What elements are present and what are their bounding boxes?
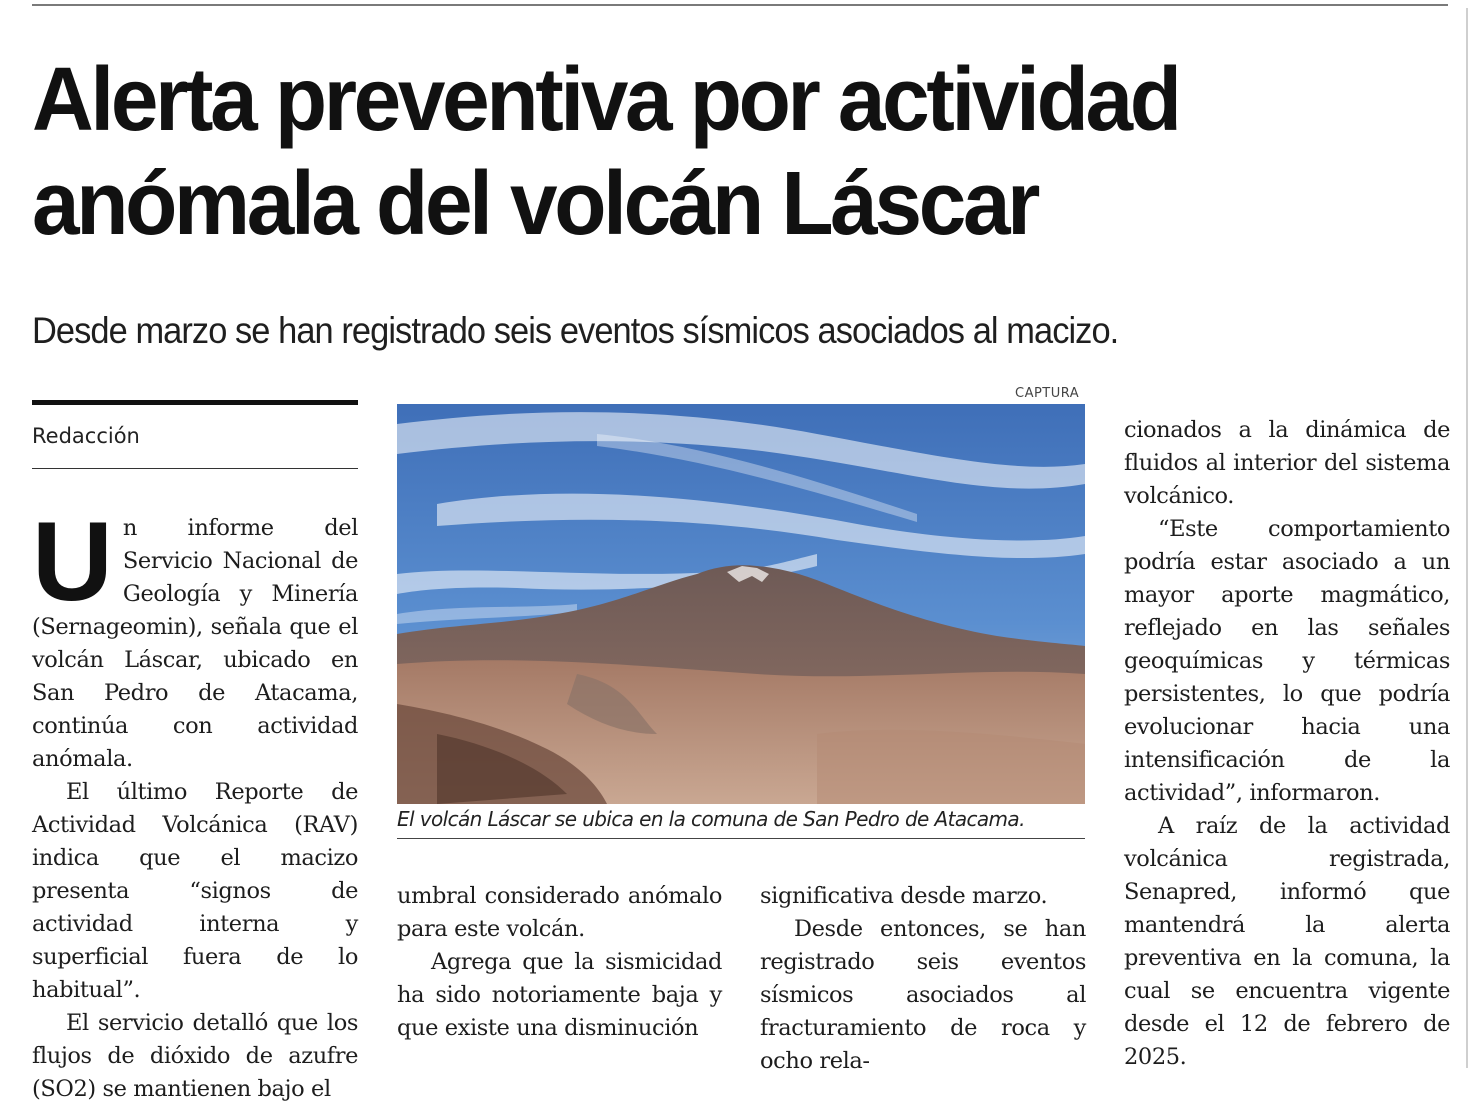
page-edge-rule — [1466, 8, 1468, 1068]
byline: Redacción — [32, 424, 140, 448]
caption-rule — [397, 838, 1085, 839]
byline-rule-bottom — [32, 468, 358, 469]
headline-line-1: Alerta preventiva por actividad — [32, 50, 1179, 150]
paragraph: El servicio detalló que los flujos de dióxido de azufre (SO2) se mantienen bajo el — [32, 1010, 358, 1102]
body-column-3 — [760, 880, 1086, 1078]
paragraph: cionados a la dinámica de fluidos al interior del sistema volcánico. — [1124, 417, 1450, 509]
subheadline: Desde marzo se han registrado seis eventos sísmicos asociados al macizo. — [32, 310, 1119, 351]
paragraph — [32, 499, 358, 776]
body-column-1 — [32, 499, 358, 1106]
byline-rule-top — [32, 400, 358, 405]
top-rule — [32, 4, 1448, 6]
volcano-photo — [397, 404, 1085, 804]
paragraph-text: n informe del Servicio Nacional de Geología y Minería (Sernageomin), señala que el volcán Láscar, ubicado en San Pedro de Atacama, continúa con actividad anómala. — [32, 515, 358, 772]
photo-credit: CAPTURA — [1015, 386, 1080, 401]
paragraph: El último Reporte de Actividad Volcánica (RAV) indica que el macizo presenta “signos de actividad interna y superficial fuera de lo habitual”. — [32, 779, 358, 1003]
drop-cap: U — [32, 499, 113, 624]
paragraph: “Este comportamiento podría estar asociado a un mayor aporte magmático, reflejado en las señales geoquímicas y térmicas persistentes, lo que podría evolucionar hacia una intensificación de la actividad”, informaron. — [1124, 516, 1450, 806]
body-column-4 — [1124, 414, 1450, 1074]
paragraph: A raíz de la actividad volcánica registrada, Senapred, informó que mantendrá la alerta preventiva en la comuna, la cual se encuentra vigente desde el 12 de febrero de 2025. — [1124, 813, 1450, 1070]
headline — [32, 48, 1381, 256]
photo-caption: El volcán Láscar se ubica en la comuna de San Pedro de Atacama. — [397, 807, 1025, 831]
body-column-2 — [397, 880, 722, 1045]
paragraph: umbral considerado anómalo para este volcán. — [397, 883, 722, 942]
headline-line-2: anómala del volcán Láscar — [32, 154, 1038, 254]
paragraph: Desde entonces, se han registrado seis eventos sísmicos asociados al fracturamiento de roca y ocho rela- — [760, 916, 1086, 1074]
paragraph: significativa desde marzo. — [760, 883, 1048, 909]
paragraph: Agrega que la sismicidad ha sido notoriamente baja y que existe una disminución — [397, 949, 722, 1041]
